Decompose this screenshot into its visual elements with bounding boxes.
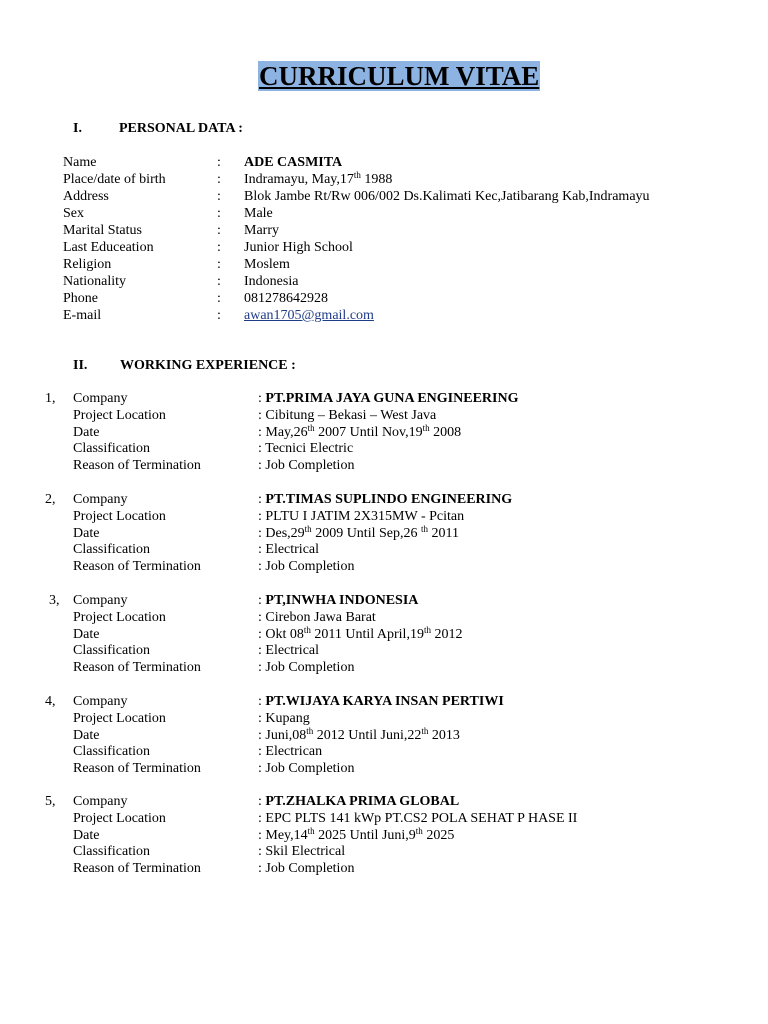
field-label: Phone (63, 291, 98, 306)
field-label: Marital Status (63, 223, 142, 238)
experience-date-value: : Okt 08th 2011 Until April,19th 2012 (258, 624, 463, 642)
experience-company-value: : PT,INWHA INDONESIA (258, 593, 419, 608)
job-index: 5, (45, 794, 56, 809)
email-link[interactable]: awan1705@gmail.com (244, 308, 374, 323)
document-title: CURRICULUM VITAE (259, 61, 540, 91)
experience-location-value: : Cibitung – Bekasi – West Java (258, 407, 437, 423)
field-separator: : (217, 291, 221, 306)
field-separator: : (217, 240, 221, 255)
experience-reason-value: : Job Completion (258, 861, 355, 877)
field-value: Marry (244, 223, 279, 238)
experience-label: Company (73, 391, 128, 406)
job-index: 4, (45, 694, 56, 709)
experience-classification-value: : Skil Electrical (258, 844, 346, 860)
experience-reason-value: : Job Completion (258, 458, 355, 474)
field-label: Sex (63, 206, 84, 221)
experience-label: Classification (73, 844, 150, 860)
experience-classification-value: : Tecnici Electric (258, 441, 354, 457)
experience-company-value: : PT.PRIMA JAYA GUNA ENGINEERING (258, 391, 519, 406)
experience-label: Date (73, 727, 100, 743)
experience-label: Project Location (73, 407, 166, 423)
experience-classification-value: : Electrical (258, 542, 320, 558)
experience-classification-value: : Electrican (258, 744, 323, 760)
section-number: II. (73, 358, 88, 373)
experience-company-value: : PT.TIMAS SUPLINDO ENGINEERING (258, 492, 513, 507)
experience-label: Classification (73, 744, 150, 760)
experience-label: Date (73, 525, 100, 541)
experience-label: Classification (73, 542, 150, 558)
experience-location-value: : Cirebon Jawa Barat (258, 609, 376, 625)
field-value: Junior High School (244, 240, 353, 255)
field-label: Place/date of birth (63, 172, 166, 187)
experience-date-value: : May,26th 2007 Until Nov,19th 2008 (258, 422, 462, 440)
job-index: 3, (49, 593, 60, 608)
field-label: Name (63, 155, 97, 170)
experience-label: Date (73, 827, 100, 843)
section-title: PERSONAL DATA : (119, 121, 243, 136)
field-separator: : (217, 308, 221, 323)
field-value: Indramayu, May,17th 1988 (244, 170, 393, 187)
experience-label: Reason of Termination (73, 861, 201, 877)
experience-date-value: : Mey,14th 2025 Until Juni,9th 2025 (258, 825, 455, 843)
field-separator: : (217, 155, 221, 170)
field-separator: : (217, 274, 221, 289)
experience-label: Company (73, 794, 128, 809)
experience-reason-value: : Job Completion (258, 559, 355, 575)
experience-reason-value: : Job Completion (258, 761, 355, 777)
field-value: Moslem (244, 257, 290, 272)
experience-date-value: : Des,29th 2009 Until Sep,26 $^{th}$ 2011 (258, 523, 459, 541)
field-separator: : (217, 223, 221, 238)
experience-label: Reason of Termination (73, 559, 201, 575)
experience-location-value: : Kupang (258, 710, 310, 726)
experience-label: Reason of Termination (73, 660, 201, 676)
experience-label: Date (73, 626, 100, 642)
field-value: ADE CASMITA (244, 155, 343, 170)
experience-date-value: : Juni,08th 2012 Until Juni,22th 2013 (258, 725, 460, 743)
field-separator: : (217, 206, 221, 221)
field-value: 081278642928 (244, 291, 328, 306)
field-label: Address (63, 189, 109, 204)
experience-label: Project Location (73, 508, 166, 524)
experience-company-value: : PT.ZHALKA PRIMA GLOBAL (258, 794, 460, 809)
experience-label: Date (73, 424, 100, 440)
section-number: I. (73, 121, 82, 136)
section-title: WORKING EXPERIENCE : (120, 358, 296, 373)
field-separator: : (217, 257, 221, 272)
field-separator: : (217, 189, 221, 204)
field-separator: : (217, 172, 221, 187)
experience-classification-value: : Electrical (258, 643, 320, 659)
job-index: 1, (45, 391, 56, 406)
field-value: Male (244, 206, 273, 221)
field-value: Blok Jambe Rt/Rw 006/002 Ds.Kalimati Kec,Jatibarang Kab,Indramayu (244, 189, 650, 204)
experience-company-value: : PT.WIJAYA KARYA INSAN PERTIWI (258, 694, 504, 709)
field-label: Last Educeation (63, 240, 154, 255)
experience-label: Reason of Termination (73, 458, 201, 474)
job-index: 2, (45, 492, 56, 507)
experience-location-value: : PLTU I JATIM 2X315MW - Pcitan (258, 508, 465, 524)
experience-label: Classification (73, 643, 150, 659)
experience-label: Company (73, 593, 128, 608)
experience-label: Company (73, 694, 128, 709)
experience-label: Classification (73, 441, 150, 457)
experience-location-value: : EPC PLTS 141 kWp PT.CS2 POLA SEHAT P HASE II (258, 810, 578, 826)
field-label: Nationality (63, 274, 126, 289)
experience-label: Project Location (73, 710, 166, 726)
field-value: Indonesia (244, 274, 299, 289)
experience-label: Project Location (73, 609, 166, 625)
field-label: E-mail (63, 308, 102, 323)
experience-reason-value: : Job Completion (258, 660, 355, 676)
experience-label: Reason of Termination (73, 761, 201, 777)
experience-label: Company (73, 492, 128, 507)
field-label: Religion (63, 257, 112, 272)
experience-label: Project Location (73, 810, 166, 826)
